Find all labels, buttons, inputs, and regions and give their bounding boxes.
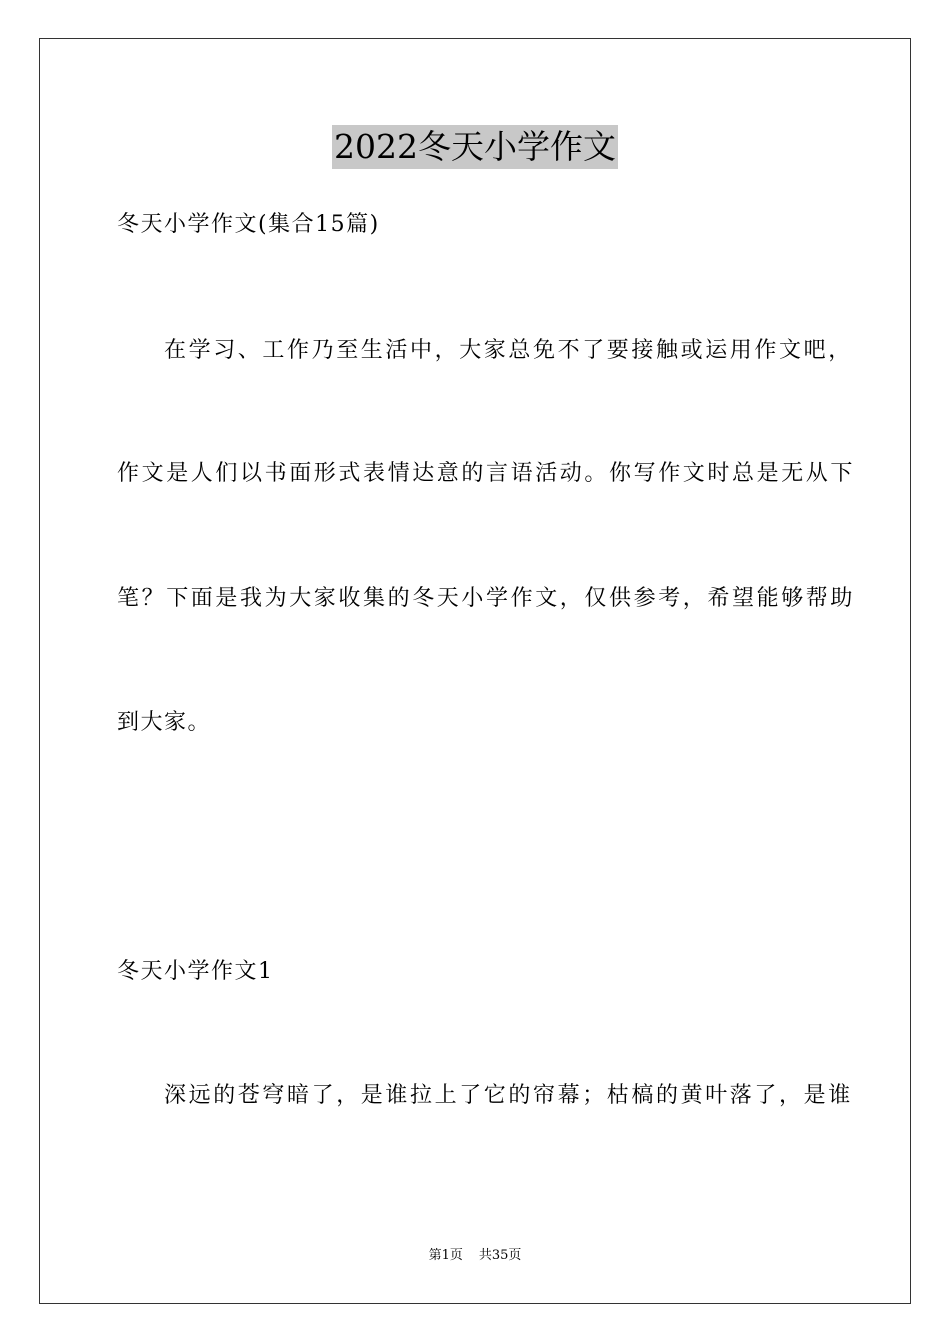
title-container xyxy=(0,125,950,169)
intro-paragraph-line: 笔？下面是我为大家收集的冬天小学作文，仅供参考，希望能够帮助 xyxy=(117,586,856,611)
page-number: 第1页 xyxy=(428,1248,463,1263)
document-title: 2022冬天小学作文 xyxy=(332,125,618,169)
section-heading: 冬天小学作文1 xyxy=(117,959,274,984)
intro-paragraph-line: 作文是人们以书面形式表情达意的言语活动。你写作文时总是无从下 xyxy=(117,461,856,486)
page-total: 共35页 xyxy=(478,1248,522,1263)
intro-paragraph-line: 到大家。 xyxy=(117,710,212,735)
intro-paragraph-line: 在学习、工作乃至生活中，大家总免不了要接触或运用作文吧， xyxy=(164,338,853,363)
essay-paragraph-line: 深远的苍穹暗了，是谁拉上了它的帘幕；枯槁的黄叶落了，是谁 xyxy=(164,1083,853,1108)
page-footer xyxy=(0,1247,950,1265)
document-subtitle: 冬天小学作文(集合15篇) xyxy=(117,212,380,237)
